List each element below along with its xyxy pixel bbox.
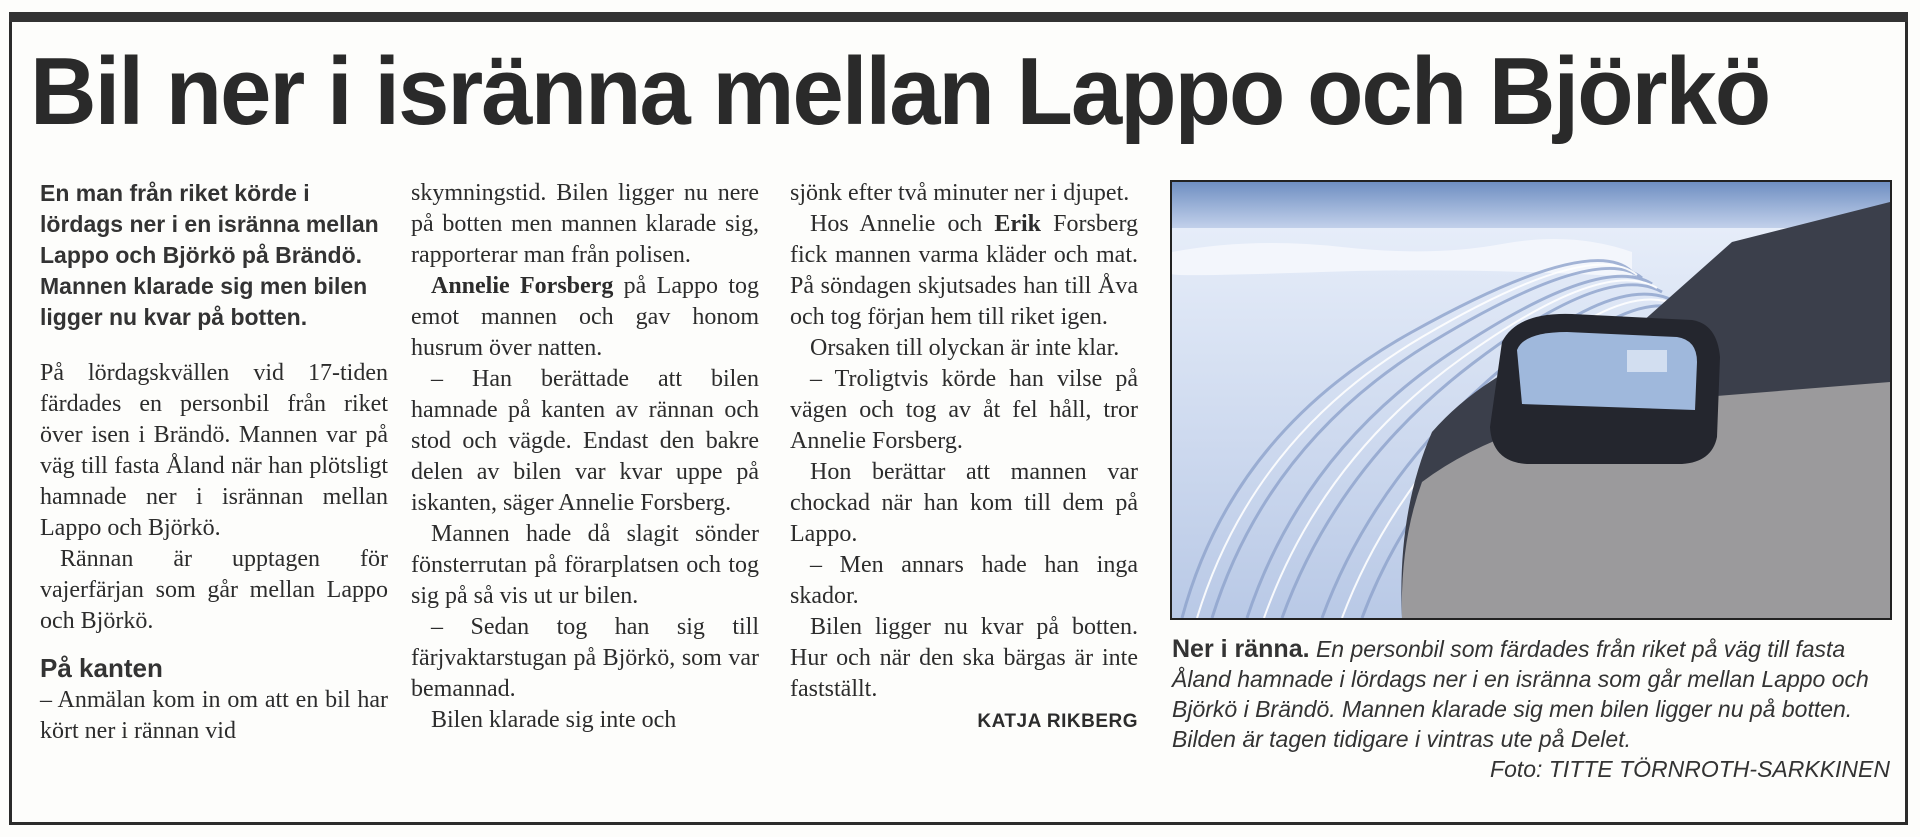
caption-text: En personbil som färdades från riket på väg till fasta Åland hamnade i lördags ner i en isränna som går mellan Lappo och Björkö i Brändö. Mannen klarade sig men bilen ligger nu på botten. Bilden är tagen tidigare i vintras ute på Delet. bbox=[1172, 636, 1869, 752]
quote-paragraph: – Troligtvis körde han vilse på vägen och tog av åt fel håll, tror Annelie Forsberg. bbox=[790, 366, 1138, 454]
headline: Bil ner i isränna mellan Lappo och Björkö bbox=[30, 38, 1770, 145]
body-paragraph: Bilen klarade sig inte och bbox=[431, 707, 677, 733]
paragraph-text: Hos Annelie och bbox=[810, 211, 995, 237]
body-paragraph: På lördagskvällen vid 17-tiden färdades en personbil från riket över isen i Brändö. Mannen var på väg till fasta Åland när han plötsligt hamnade ner i isrännan mellan Lappo och Björkö. bbox=[40, 360, 388, 541]
photo-credit: Foto: TITTE TÖRNROTH-SARKKINEN bbox=[1490, 756, 1890, 782]
body-paragraph: sjönk efter två minuter ner i djupet. bbox=[790, 180, 1130, 206]
body-paragraph: Rännan är upptagen för vajerfärjan som går mellan Lappo och Björkö. bbox=[40, 546, 388, 634]
person-name: Erik bbox=[994, 211, 1041, 237]
column-1 bbox=[40, 178, 388, 747]
quote-paragraph: – Sedan tog han sig till färjvaktarstugan på Björkö, som var bemannad. bbox=[411, 614, 759, 702]
body-paragraph bbox=[411, 271, 759, 364]
body-paragraph: Hon berättar att mannen var chockad när han kom till dem på Lappo. bbox=[790, 459, 1138, 547]
paragraph-text: Forsberg fick mannen varma kläder och mat. På söndagen skjutsades han till Åva och tog förjan hem till riket igen. bbox=[790, 211, 1138, 330]
caption-lead: Ner i ränna. bbox=[1172, 635, 1310, 663]
body-paragraph: Mannen hade då slagit sönder fönsterrutan på förarplatsen och tog sig på så vis ut ur bilen. bbox=[411, 521, 759, 609]
body-paragraph: skymningstid. Bilen ligger nu nere på botten men mannen klarade sig, rapporterar man från polisen. bbox=[411, 180, 759, 268]
quote-paragraph: – Han berättade att bilen hamnade på kanten av rännan och stod och vägde. Endast den bakre delen av bilen var kvar uppe på iskanten, säger Annelie Forsberg. bbox=[411, 366, 759, 516]
person-name: Annelie Forsberg bbox=[431, 273, 614, 299]
body-paragraph: – Anmälan kom in om att en bil har kört ner i rännan vid bbox=[40, 687, 388, 744]
quote-paragraph: – Men annars hade han inga skador. bbox=[790, 552, 1138, 609]
column-3 bbox=[790, 178, 1138, 735]
body-paragraph: Bilen ligger nu kvar på botten. Hur och när den ska bärgas är inte fastställt. bbox=[790, 614, 1138, 702]
subheading: På kanten bbox=[40, 653, 163, 683]
body-paragraph bbox=[790, 209, 1138, 333]
body-paragraph: Orsaken till olyckan är inte klar. bbox=[810, 335, 1120, 361]
news-photo bbox=[1170, 180, 1892, 620]
column-2 bbox=[411, 178, 759, 736]
byline: KATJA RIKBERG bbox=[977, 711, 1138, 732]
photo-ice-road-car-mirror bbox=[1172, 182, 1890, 618]
photo-caption bbox=[1172, 634, 1892, 754]
top-rule bbox=[9, 12, 1908, 22]
lead-paragraph: En man från riket körde i lördags ner i en isränna mellan Lappo och Björkö på Brändö. Mannen klarade sig men bilen ligger nu kvar på botten. bbox=[40, 180, 379, 330]
paragraph-text: på Lappo tog emot mannen och gav honom husrum över natten. bbox=[411, 273, 759, 361]
